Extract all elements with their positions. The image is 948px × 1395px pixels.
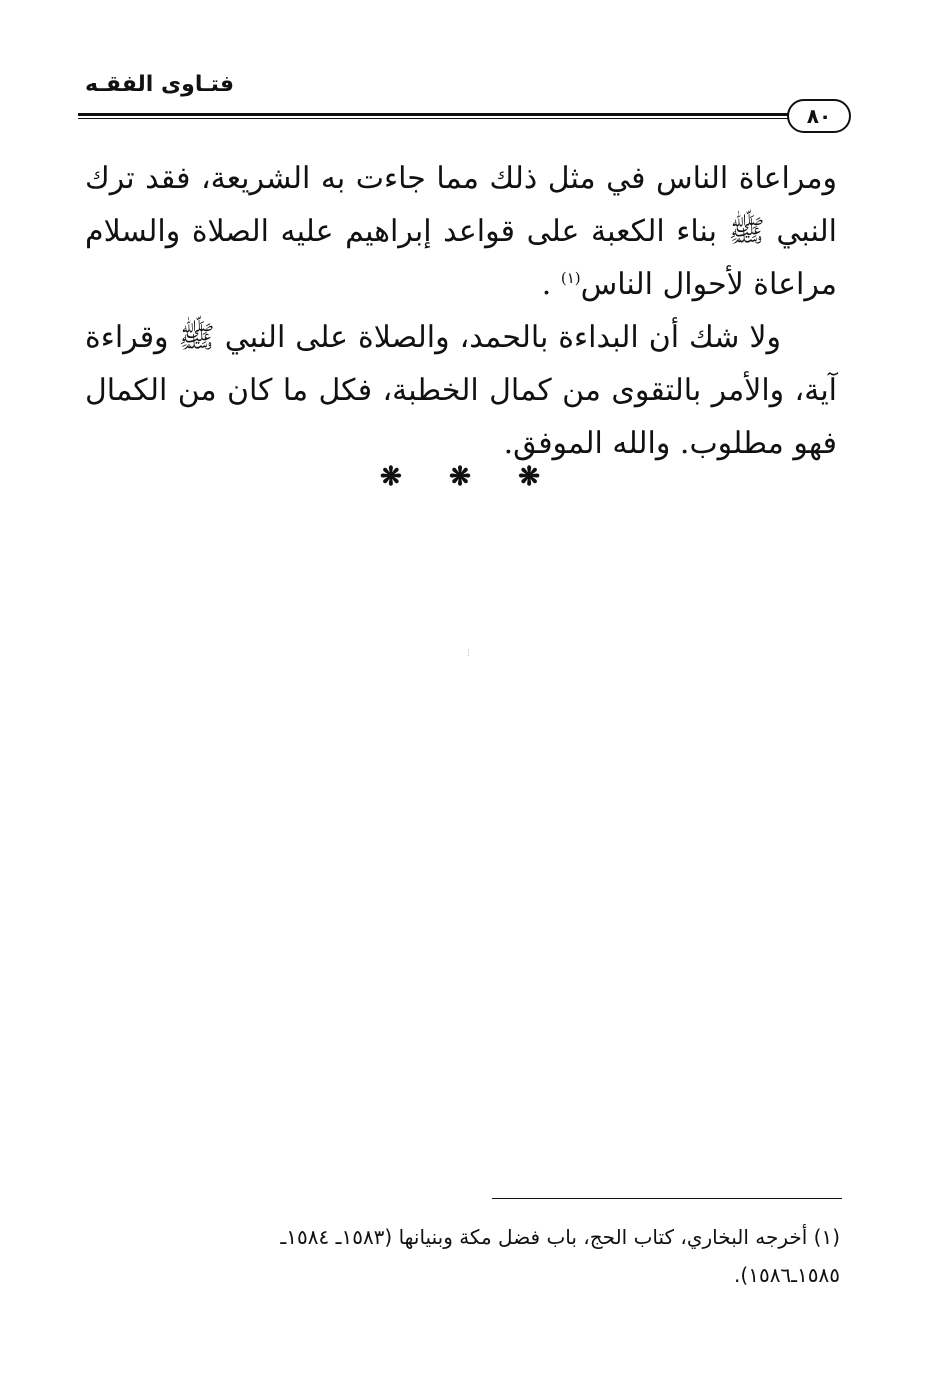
main-text bbox=[85, 152, 837, 470]
footnote-divider bbox=[492, 1198, 842, 1199]
asterisk-icon: ❋ bbox=[518, 462, 540, 492]
paragraph-1 bbox=[85, 152, 837, 311]
footnote-reference: (١) bbox=[560, 269, 581, 287]
paragraph-2: ولا شك أن البداءة بالحمد، والصلاة على النبي ﷺ وقراءة آية، والأمر بالتقوى من كمال الخطبة، فكل ما كان من الكمال فهو مطلوب. والله الموفق. bbox=[85, 320, 837, 461]
section-separator bbox=[380, 462, 540, 492]
footnote-line-1: (١) أخرجه البخاري، كتاب الحج، باب فضل مكة وبنيانها (١٥٨٣ـ ١٥٨٤ـ bbox=[280, 1225, 840, 1249]
paragraph-1-text: ومراعاة الناس في مثل ذلك مما جاءت به الشريعة، فقد ترك النبي ﷺ بناء الكعبة على قواعد إبراهيم عليه الصلاة والسلام مراعاة لأحوال الناس bbox=[85, 161, 837, 302]
scan-mark: ⁝ bbox=[467, 648, 471, 659]
asterisk-icon: ❋ bbox=[449, 462, 471, 492]
paragraph-1-end: . bbox=[541, 267, 561, 302]
header-divider bbox=[78, 113, 814, 119]
footnote-line-2: ١٥٨٥ـ١٥٨٦). bbox=[734, 1263, 840, 1287]
asterisk-icon: ❋ bbox=[380, 462, 402, 492]
running-header-title: فتـاوى الفقـه bbox=[85, 72, 234, 97]
page-number: ٨٠ bbox=[787, 99, 851, 133]
footnotes bbox=[88, 1218, 840, 1294]
